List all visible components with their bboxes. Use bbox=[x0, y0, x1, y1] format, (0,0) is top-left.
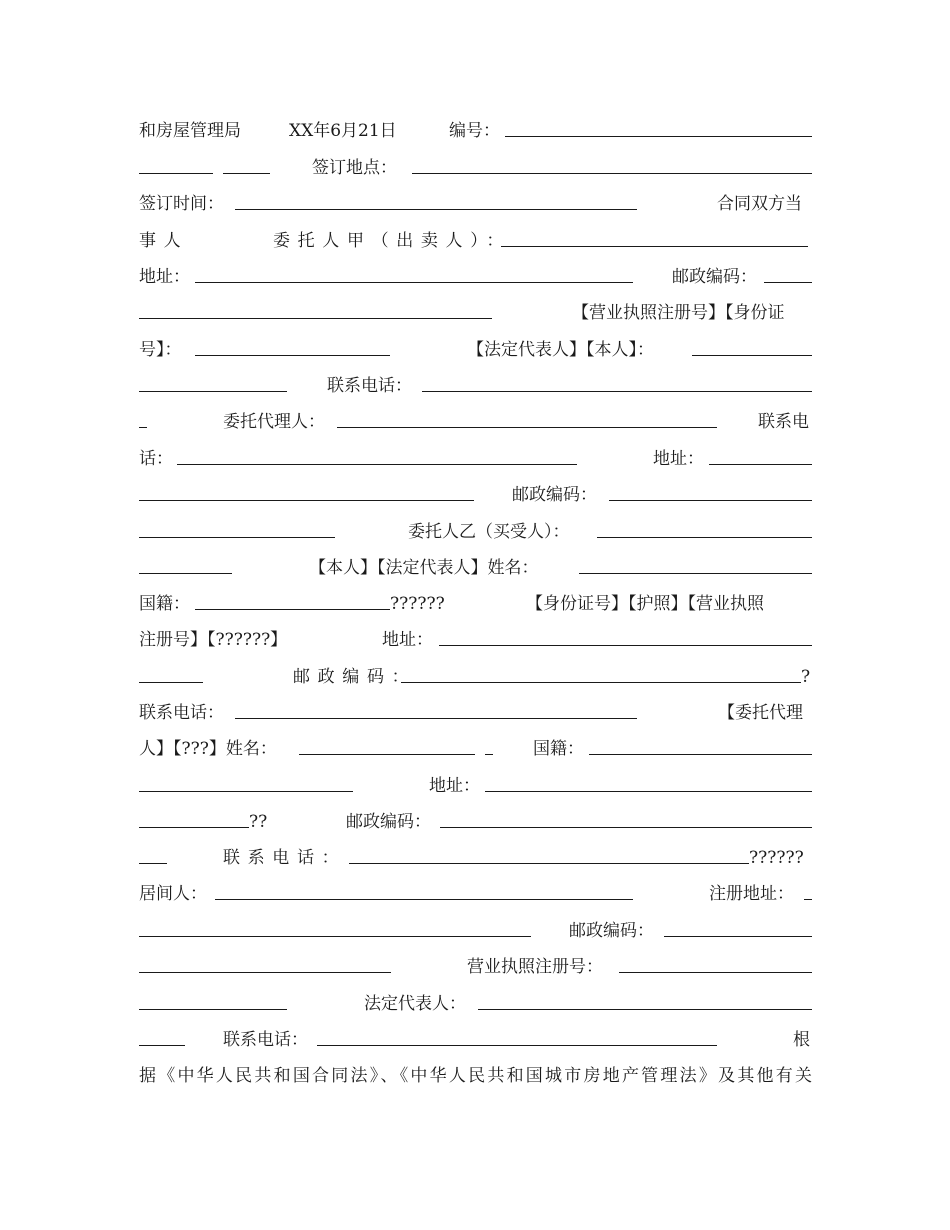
broker-phone-field[interactable] bbox=[317, 1045, 717, 1046]
blank-field[interactable] bbox=[139, 318, 492, 319]
party-b-name-field[interactable] bbox=[579, 573, 812, 574]
broker-address-field[interactable] bbox=[804, 899, 812, 900]
agent-address-field[interactable] bbox=[709, 464, 812, 465]
blank-field[interactable] bbox=[139, 1045, 185, 1046]
parties-text: 合同双方当 bbox=[717, 194, 802, 214]
party-b-line bbox=[139, 520, 812, 544]
party-b-agent-phone-field[interactable] bbox=[349, 863, 749, 864]
body-text: 据《中华人民共和国合同法》、《中华人民共和国城市房地产管理法》及其他有关 bbox=[139, 1066, 815, 1086]
party-b-phone-label: 联系电话： bbox=[139, 703, 224, 723]
party-b-postcode-line bbox=[139, 665, 812, 689]
blank-field[interactable] bbox=[139, 682, 203, 683]
number-field[interactable] bbox=[505, 136, 812, 137]
party-b-field[interactable] bbox=[597, 537, 812, 538]
signing-place-label: 签订地点： bbox=[312, 158, 397, 178]
party-b-label: 委托人乙（买受人）： bbox=[408, 522, 570, 542]
broker-postcode-field[interactable] bbox=[664, 936, 812, 937]
parties-text-cont: 事人 bbox=[139, 231, 189, 251]
agent-postcode-label: 邮政编码： bbox=[512, 485, 597, 505]
broker-phone-label: 联系电话： bbox=[223, 1030, 308, 1050]
broker-postcode-label: 邮政编码： bbox=[569, 921, 654, 941]
id-number-label: 号】： bbox=[139, 340, 182, 360]
legal-rep-field[interactable] bbox=[692, 355, 812, 356]
blank-field[interactable] bbox=[139, 173, 213, 174]
party-b-agent-postcode-line bbox=[139, 810, 812, 834]
body-text-line bbox=[139, 1064, 815, 1088]
number-label: 编号： bbox=[449, 121, 500, 141]
nationality-field[interactable] bbox=[195, 609, 390, 610]
party-b-agent-address-label: 地址： bbox=[429, 776, 480, 796]
broker-address-label: 注册地址： bbox=[709, 884, 794, 904]
placeholder-marks: ?? bbox=[249, 812, 268, 832]
agent-phone-line bbox=[139, 447, 812, 471]
phone-field[interactable] bbox=[422, 391, 812, 392]
agent-phone-label-cont: 话： bbox=[139, 449, 173, 469]
id-type-line bbox=[139, 301, 812, 325]
broker-line bbox=[139, 882, 812, 906]
blank-field[interactable] bbox=[139, 972, 391, 973]
signing-time-line bbox=[139, 192, 812, 216]
party-b-agent-postcode-field[interactable] bbox=[440, 827, 812, 828]
id-number-field[interactable] bbox=[195, 355, 390, 356]
blank-field[interactable] bbox=[139, 791, 353, 792]
blank-field[interactable] bbox=[139, 391, 287, 392]
broker-field[interactable] bbox=[215, 899, 633, 900]
agent-field[interactable] bbox=[337, 427, 717, 428]
party-b-agent-name-label: 人】【???】姓名： bbox=[139, 739, 277, 759]
postcode-label: 邮政编码： bbox=[672, 267, 757, 287]
date-text: XX年6月21日 bbox=[289, 121, 397, 141]
blank-field[interactable] bbox=[139, 827, 249, 828]
party-b-agent-name-field[interactable] bbox=[299, 754, 475, 755]
postcode-field[interactable] bbox=[764, 282, 812, 283]
broker-legal-rep-label: 法定代表人： bbox=[364, 994, 466, 1014]
party-b-id-type-text-cont: 注册号】【??????】 bbox=[139, 630, 288, 650]
party-b-address-line bbox=[139, 628, 812, 652]
broker-license-label: 营业执照注册号： bbox=[467, 957, 603, 977]
party-b-agent-phone-label: 联系电话： bbox=[223, 848, 347, 868]
party-a-field[interactable] bbox=[501, 246, 808, 247]
nationality-label: 国籍： bbox=[139, 594, 190, 614]
agent-label: 委托代理人： bbox=[223, 412, 325, 432]
agent-phone-field[interactable] bbox=[177, 464, 577, 465]
party-b-phone-field[interactable] bbox=[235, 718, 637, 719]
phone-line bbox=[139, 374, 812, 398]
party-b-agent-phone-line bbox=[139, 846, 812, 870]
agent-postcode-field[interactable] bbox=[609, 500, 812, 501]
header-line bbox=[139, 119, 812, 143]
id-type-text: 【营业执照注册号】【身份证 bbox=[572, 303, 785, 323]
blank-field[interactable] bbox=[223, 173, 270, 174]
party-b-postcode-field[interactable] bbox=[401, 682, 801, 683]
agent-line bbox=[139, 410, 812, 434]
placeholder-marks: ?????? bbox=[390, 594, 445, 614]
party-b-agent-label: 【委托代理 bbox=[718, 703, 803, 723]
broker-legal-rep-field[interactable] bbox=[478, 1009, 812, 1010]
broker-label: 居间人： bbox=[139, 884, 207, 904]
blank-field[interactable] bbox=[139, 537, 335, 538]
party-b-agent-nationality-field[interactable] bbox=[589, 754, 812, 755]
broker-license-line bbox=[139, 955, 812, 979]
blank-field[interactable] bbox=[139, 1009, 287, 1010]
signing-time-field[interactable] bbox=[235, 209, 637, 210]
party-a-address-line bbox=[139, 265, 812, 289]
broker-postcode-line bbox=[139, 919, 812, 943]
blank-field[interactable] bbox=[139, 500, 474, 501]
party-b-agent-address-line bbox=[139, 774, 812, 798]
broker-phone-line bbox=[139, 1028, 812, 1052]
signing-place-field[interactable] bbox=[412, 173, 812, 174]
party-b-name-label: 【本人】【法定代表人】姓名： bbox=[309, 558, 539, 578]
party-b-phone-line bbox=[139, 701, 812, 725]
address-field[interactable] bbox=[195, 282, 633, 283]
broker-legal-rep-line bbox=[139, 992, 812, 1016]
blank-field[interactable] bbox=[139, 863, 167, 864]
party-b-name-line bbox=[139, 556, 812, 580]
party-b-address-label: 地址： bbox=[382, 630, 433, 650]
blank-field[interactable] bbox=[139, 573, 232, 574]
blank-field[interactable] bbox=[485, 754, 493, 755]
party-a-label: 委托人甲（出卖人）： bbox=[273, 231, 511, 251]
blank-field[interactable] bbox=[139, 936, 531, 937]
id-number-line bbox=[139, 338, 812, 362]
party-b-agent-nationality-label: 国籍： bbox=[533, 739, 584, 759]
legal-rep-label: 【法定代表人】【本人】： bbox=[467, 340, 654, 360]
issuer-name: 和房屋管理局 bbox=[139, 121, 241, 141]
party-b-address-field[interactable] bbox=[439, 645, 812, 646]
placeholder-marks: ?????? bbox=[749, 848, 804, 868]
agent-postcode-line bbox=[139, 483, 812, 507]
placeholder-marks: ? bbox=[801, 667, 811, 687]
agent-phone-label: 联系电 bbox=[758, 412, 809, 432]
party-b-agent-name-line bbox=[139, 737, 812, 761]
party-b-agent-address-field[interactable] bbox=[485, 791, 812, 792]
body-text-start: 根 bbox=[793, 1030, 810, 1050]
phone-label: 联系电话： bbox=[327, 376, 412, 396]
signing-place-line bbox=[139, 156, 812, 180]
signing-time-label: 签订时间： bbox=[139, 194, 224, 214]
address-label: 地址： bbox=[139, 267, 190, 287]
party-a-line bbox=[139, 229, 812, 253]
party-b-postcode-label: 邮政编码： bbox=[293, 667, 417, 687]
party-b-nationality-line bbox=[139, 592, 812, 616]
blank-field[interactable] bbox=[139, 427, 147, 428]
agent-address-label: 地址： bbox=[653, 449, 704, 469]
broker-license-field[interactable] bbox=[619, 972, 812, 973]
party-b-agent-postcode-label: 邮政编码： bbox=[346, 812, 431, 832]
party-b-id-type-text: 【身份证号】【护照】【营业执照 bbox=[526, 594, 764, 614]
